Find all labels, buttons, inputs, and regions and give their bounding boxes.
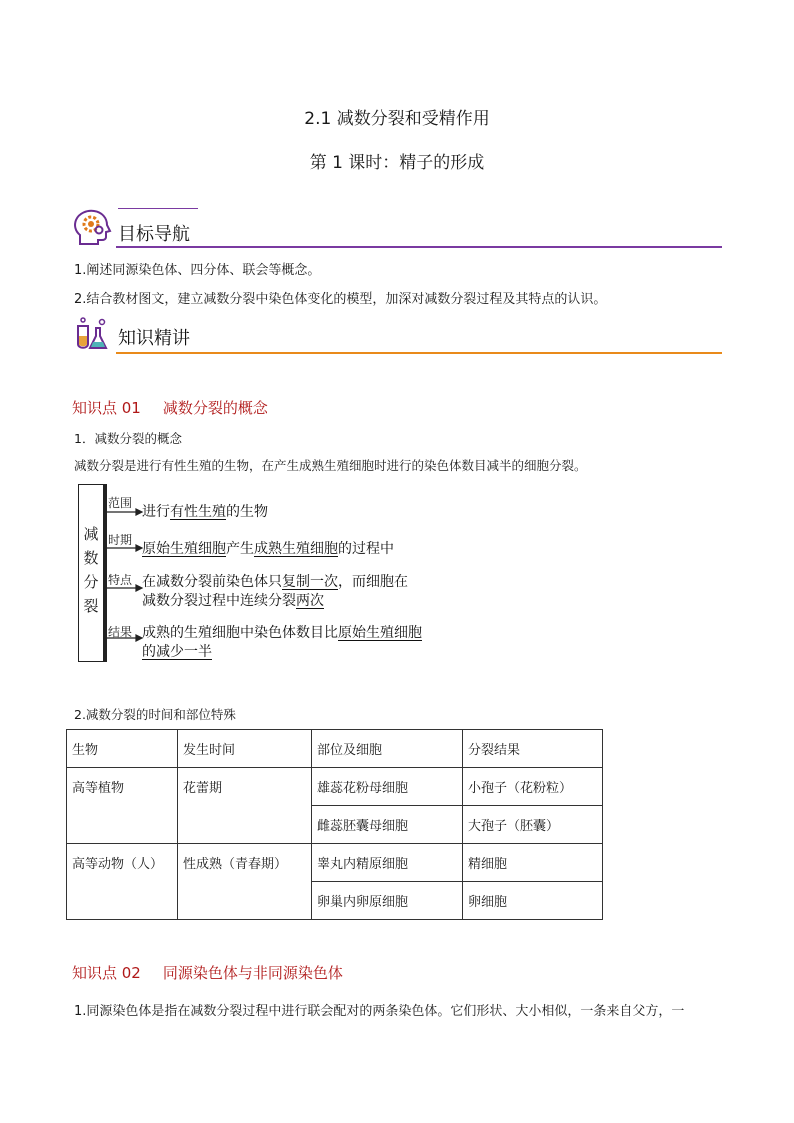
diagram-label-period: 时期	[108, 533, 133, 547]
head-gears-icon	[72, 208, 112, 248]
table-cell: 性成熟（青春期）	[178, 844, 312, 920]
table-cell: 高等植物	[67, 768, 178, 844]
table-cell: 小孢子（花粉粒）	[463, 768, 603, 806]
goal-item-2: 2.结合教材图文，建立减数分裂中染色体变化的模型，加深对减数分裂过程及其特点的认识。	[74, 292, 607, 307]
diagram-text-feature: 在减数分裂前染色体只复制一次，而细胞在 减数分裂过程中连续分裂两次	[142, 574, 408, 609]
knowledge-point-02-heading	[72, 962, 343, 983]
goal-item-1: 1.阐述同源染色体、四分体、联会等概念。	[74, 263, 321, 278]
section-title-goal: 目标导航	[118, 224, 190, 245]
document-title: 2.1 减数分裂和受精作用	[304, 109, 490, 129]
kp1-subheading-1: 1．减数分裂的概念	[74, 431, 182, 446]
table-row	[67, 768, 603, 806]
diagram-label-result: 结果	[108, 625, 133, 639]
table-header-cell: 发生时间	[178, 730, 312, 768]
table-header-cell: 生物	[67, 730, 178, 768]
table-cell: 高等动物（人）	[67, 844, 178, 920]
table-row	[67, 844, 603, 882]
table-cell: 卵细胞	[463, 882, 603, 920]
table-cell: 睾丸内精原细胞	[312, 844, 463, 882]
diagram-text-result: 成熟的生殖细胞中染色体数目比原始生殖细胞 的减少一半	[142, 625, 422, 660]
table-cell: 大孢子（胚囊）	[463, 806, 603, 844]
knowledge-point-01-heading	[72, 397, 268, 418]
table-header-cell: 分裂结果	[463, 730, 603, 768]
kp1-number: 知识点 01	[72, 399, 141, 417]
section-title-knowledge: 知识精讲	[118, 328, 190, 349]
lab-flask-icon	[72, 314, 112, 354]
diagram-label-feature: 特点	[108, 573, 133, 587]
table-cell: 精细胞	[463, 844, 603, 882]
kp1-name: 减数分裂的概念	[162, 399, 268, 417]
table-cell: 花蕾期	[178, 768, 312, 844]
kp2-number: 知识点 02	[72, 964, 141, 982]
meiosis-time-location-table	[66, 729, 603, 920]
kp2-name: 同源染色体与非同源染色体	[162, 964, 343, 982]
diagram-vertical-label: 减 数 分 裂	[83, 525, 99, 615]
diagram-text-scope: 进行有性生殖的生物	[142, 504, 268, 520]
table-header-row	[67, 730, 603, 768]
table-header-cell: 部位及细胞	[312, 730, 463, 768]
diagram-text-period: 原始生殖细胞产生成熟生殖细胞的过程中	[142, 541, 394, 557]
table-cell: 卵巢内卵原细胞	[312, 882, 463, 920]
kp1-subheading-2: 2.减数分裂的时间和部位特殊	[74, 707, 236, 722]
lesson-subtitle: 第 1 课时：精子的形成	[309, 153, 485, 173]
kp2-paragraph-1: 1.同源染色体是指在减数分裂过程中进行联会配对的两条染色体。它们形状、大小相似，一条来自父方，一	[74, 1004, 685, 1019]
section-header-goal	[72, 208, 722, 250]
diagram-label-scope: 范围	[108, 496, 133, 510]
section-header-knowledge	[72, 314, 722, 356]
table-cell: 雄蕊花粉母细胞	[312, 768, 463, 806]
kp1-definition: 减数分裂是进行有性生殖的生物，在产生成熟生殖细胞时进行的染色体数目减半的细胞分裂。	[74, 458, 587, 473]
table-cell: 雌蕊胚囊母细胞	[312, 806, 463, 844]
